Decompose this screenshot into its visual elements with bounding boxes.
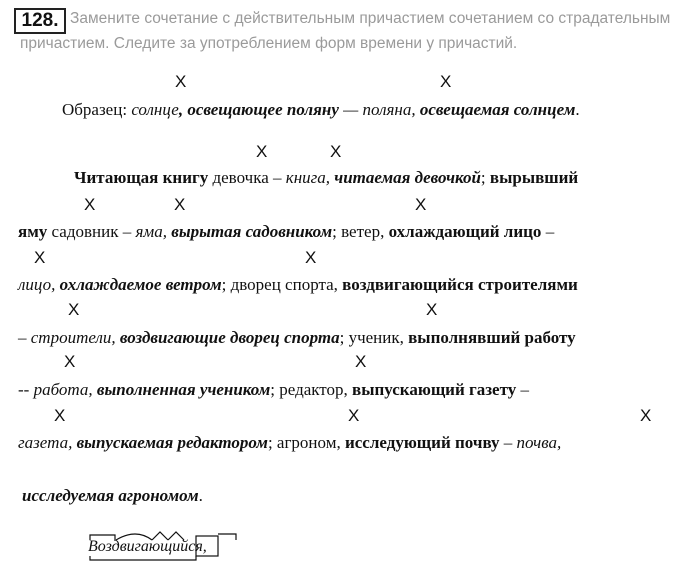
handwritten-x-mark: X xyxy=(415,195,427,214)
text-bold: выпускающий газету xyxy=(352,380,517,399)
text-bold-italic: вырытая садовником xyxy=(171,222,333,241)
text-regular: садовник – xyxy=(47,222,136,241)
example-noun: солнце xyxy=(131,100,179,119)
text-italic: книга, xyxy=(285,168,335,187)
text-bold-italic: читаемая девочкой xyxy=(334,168,481,187)
handwritten-x-mark: X xyxy=(426,300,438,319)
text-italic: почва, xyxy=(516,433,562,452)
answer-line-2 xyxy=(18,222,554,242)
answer-line-1 xyxy=(74,168,578,188)
text-bold-italic: выполненная учеником xyxy=(96,380,271,399)
handwritten-x-mark: X xyxy=(256,142,268,161)
handwritten-x-mark: X xyxy=(640,406,652,425)
text-italic: яма, xyxy=(135,222,172,241)
text-regular: ; xyxy=(480,168,490,187)
text-bold-italic: воздвигающие дворец спорта xyxy=(119,328,340,347)
answer-line-5 xyxy=(18,380,529,400)
example-period: . xyxy=(575,100,580,119)
handwritten-x-mark: X xyxy=(174,195,186,214)
text-regular: – xyxy=(516,380,529,399)
text-bold-italic: исследуемая агрономом xyxy=(22,486,199,505)
text-italic: газета, xyxy=(18,433,77,452)
handwritten-x-mark: X xyxy=(305,248,317,267)
handwritten-x-mark: X xyxy=(348,406,360,425)
answer-line-4 xyxy=(18,328,576,348)
morphemic-analysis xyxy=(88,538,207,556)
text-regular: ; редактор, xyxy=(270,380,353,399)
text-regular: – xyxy=(499,433,517,452)
answer-line-6 xyxy=(18,433,561,453)
text-regular: ; дворец спорта, xyxy=(221,275,343,294)
suffix-caret xyxy=(168,532,184,540)
text-regular: ; агроном, xyxy=(267,433,345,452)
exercise-number: 128. xyxy=(14,8,66,34)
text-italic: – строители, xyxy=(18,328,120,347)
example-line xyxy=(62,100,580,120)
instruction-line-2: причастием. Следите за употреблением форм времени у причастий. xyxy=(20,35,518,52)
morpheme-marks xyxy=(88,538,248,570)
text-italic: -- работа, xyxy=(18,380,97,399)
answer-line-3 xyxy=(18,275,578,295)
root-arc xyxy=(116,534,152,540)
example-dash-noun: — поляна, xyxy=(338,100,420,119)
prefix-mark xyxy=(90,535,115,540)
ending-box xyxy=(196,536,218,556)
text-bold: Читающая книгу xyxy=(74,168,209,187)
text-italic: лицо, xyxy=(18,275,60,294)
answer-line-7 xyxy=(22,486,203,506)
handwritten-x-mark: X xyxy=(68,300,80,319)
example-active-participle: , освещающее поляну xyxy=(178,100,339,119)
example-prefix: Образец: xyxy=(62,100,132,119)
text-regular: – xyxy=(541,222,555,241)
text-bold: выполнявший работу xyxy=(408,328,576,347)
base-bracket xyxy=(90,556,196,560)
text-bold: охлаждающий лицо xyxy=(388,222,542,241)
suffix-caret xyxy=(152,532,168,540)
handwritten-x-mark: X xyxy=(330,142,342,161)
text-bold: вырывший xyxy=(489,168,579,187)
handwritten-x-mark: X xyxy=(34,248,46,267)
handwritten-x-mark: X xyxy=(54,406,66,425)
text-regular: девочка – xyxy=(208,168,286,187)
text-regular: . xyxy=(198,486,203,505)
morphemic-word: Воздвигающийся, xyxy=(88,538,207,555)
handwritten-x-mark: X xyxy=(84,195,96,214)
text-regular: ; ветер, xyxy=(332,222,389,241)
handwritten-x-mark: X xyxy=(440,72,452,91)
handwritten-x-mark: X xyxy=(175,72,187,91)
text-bold-italic: охлаждаемое ветром xyxy=(59,275,222,294)
postfix-mark xyxy=(218,534,236,540)
text-bold: воздвигающийся строителями xyxy=(342,275,578,294)
text-regular: ; ученик, xyxy=(339,328,409,347)
text-bold: исследующий почву xyxy=(344,433,500,452)
instruction-line-1: Замените сочетание с действительным причастием сочетанием со страдательным xyxy=(70,10,671,27)
handwritten-x-mark: X xyxy=(64,352,76,371)
text-bold: яму xyxy=(18,222,48,241)
example-passive-participle: освещаемая солнцем xyxy=(419,100,576,119)
text-bold-italic: выпускаемая редактором xyxy=(76,433,268,452)
handwritten-x-mark: X xyxy=(355,352,367,371)
